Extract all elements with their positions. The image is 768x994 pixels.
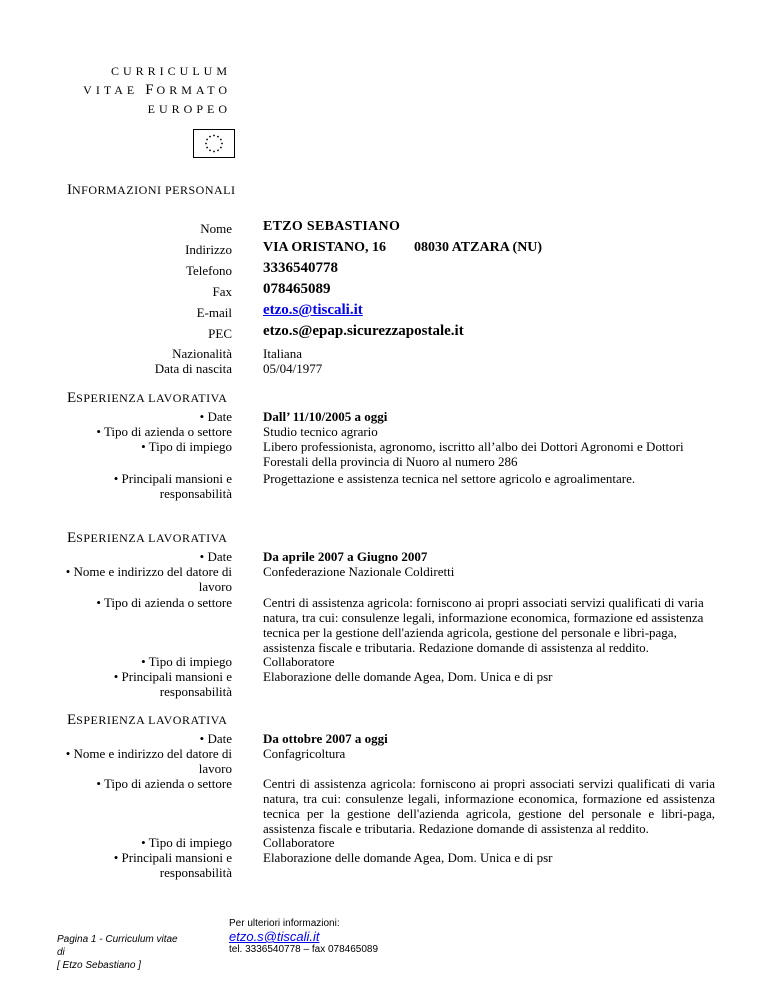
exp2-label-mansioni: • Principali mansioni e responsabilità xyxy=(113,669,232,699)
value-indirizzo-city: 08030 ATZARA (NU) xyxy=(414,240,543,255)
exp2-label-settore: • Tipo di azienda o settore xyxy=(96,595,232,610)
exp3-value-date: Da ottobre 2007 a oggi xyxy=(263,731,388,746)
exp1-label-settore: • Tipo di azienda o settore xyxy=(96,424,232,439)
exp3-value-datore: Confagricoltura xyxy=(263,746,346,761)
exp1-value-impiego: Libero professionista, agronomo, iscritto all’albo dei Dottori Agronomi e Dottori Forestali della provincia di Nuoro al numero 286 xyxy=(263,439,684,469)
exp2-value-date: Da aprile 2007 a Giugno 2007 xyxy=(263,549,428,564)
exp3-value-settore: Centri di assistenza agricola: forniscono ai propri associati servizi qualificati di varia natura, tra cui: consulenze legali, informazione economica, formazione ed assistenza tecnica per la gestione dell'azienda agricola, gestione del personale e libri-paga, assistenza fiscale e tributaria. Redazione domande di assistenza al reddito. xyxy=(263,776,715,836)
value-fax: 078465089 xyxy=(263,281,331,297)
exp1-value-date: Dall’ 11/10/2005 a oggi xyxy=(263,409,388,424)
label-fax: Fax xyxy=(212,284,232,299)
exp3-label-date: • Date xyxy=(199,731,232,746)
footer-tel: tel. 3336540778 – fax 078465089 xyxy=(229,944,379,955)
exp1-value-mansioni: Progettazione e assistenza tecnica nel settore agricolo e agroalimentare. xyxy=(263,471,636,486)
value-email xyxy=(263,302,363,319)
exp3-value-mansioni: Elaborazione delle domande Agea, Dom. Unica e di psr xyxy=(263,850,553,865)
footer-email xyxy=(229,929,378,944)
exp2-value-datore: Confederazione Nazionale Coldiretti xyxy=(263,564,455,579)
exp2-label-datore: • Nome e indirizzo del datore di lavoro xyxy=(65,564,232,594)
label-nazionalita: Nazionalità xyxy=(172,346,232,361)
exp2-label-impiego: • Tipo di impiego xyxy=(141,654,232,669)
label-data-nascita: Data di nascita xyxy=(154,361,232,376)
exp3-label-impiego: • Tipo di impiego xyxy=(141,835,232,850)
cv-header xyxy=(31,62,231,119)
exp1-label-impiego: • Tipo di impiego xyxy=(141,439,232,454)
footer-page-info: Pagina 1 - Curriculum vitae di [ Etzo Sebastiano ] xyxy=(57,934,178,971)
value-nome: ETZO SEBASTIANO xyxy=(263,219,401,234)
exp1-label-mansioni: • Principali mansioni e responsabilità xyxy=(113,471,232,501)
exp2-value-impiego: Collaboratore xyxy=(263,654,335,669)
eu-flag-icon xyxy=(193,129,235,158)
exp3-label-settore: • Tipo di azienda o settore xyxy=(96,776,232,791)
exp2-value-mansioni: Elaborazione delle domande Agea, Dom. Unica e di psr xyxy=(263,669,553,684)
header-line-2: VITAE FORMATO xyxy=(83,82,231,98)
section-title-experience-2: ESPERIENZA LAVORATIVA xyxy=(67,530,228,546)
label-indirizzo: Indirizzo xyxy=(185,242,232,257)
exp1-label-date: • Date xyxy=(199,409,232,424)
value-indirizzo: VIA ORISTANO, 16 xyxy=(263,240,387,255)
value-nazionalita: Italiana xyxy=(263,346,302,361)
section-title-personal: INFORMAZIONI PERSONALI xyxy=(67,182,236,198)
label-email: E-mail xyxy=(196,305,232,320)
exp3-label-datore: • Nome e indirizzo del datore di lavoro xyxy=(65,746,232,776)
exp1-value-settore: Studio tecnico agrario xyxy=(263,424,378,439)
label-pec: PEC xyxy=(208,326,232,341)
header-line-3: EUROPEO xyxy=(147,102,231,116)
section-title-experience-3: ESPERIENZA LAVORATIVA xyxy=(67,712,228,728)
footer-contact-label: Per ulteriori informazioni: xyxy=(229,918,340,929)
exp3-label-mansioni: • Principali mansioni e responsabilità xyxy=(113,850,232,880)
exp3-value-impiego: Collaboratore xyxy=(263,835,335,850)
value-telefono: 3336540778 xyxy=(263,260,338,276)
value-pec: etzo.s@epap.sicurezzapostale.it xyxy=(263,323,464,339)
exp2-label-date: • Date xyxy=(199,549,232,564)
section-title-experience-1: ESPERIENZA LAVORATIVA xyxy=(67,390,228,406)
footer-email-link[interactable]: etzo.s@tiscali.it xyxy=(229,929,320,944)
footer-contact xyxy=(229,918,378,955)
label-nome: Nome xyxy=(200,221,232,236)
label-telefono: Telefono xyxy=(185,263,232,278)
value-data-nascita: 05/04/1977 xyxy=(263,361,323,376)
header-line-1: CURRICULUM xyxy=(110,64,231,78)
exp2-value-settore: Centri di assistenza agricola: forniscono ai propri associati servizi qualificati di varia natura, tra cui: consulenze legali, informazione economica, formazione ed assistenza tecnica per la gestione dell'azienda agricola, gestione del personale e libri-paga, assistenza fiscale e tributaria. Redazione domande di assistenza al reddito. xyxy=(263,595,704,655)
email-link[interactable]: etzo.s@tiscali.it xyxy=(263,302,363,318)
